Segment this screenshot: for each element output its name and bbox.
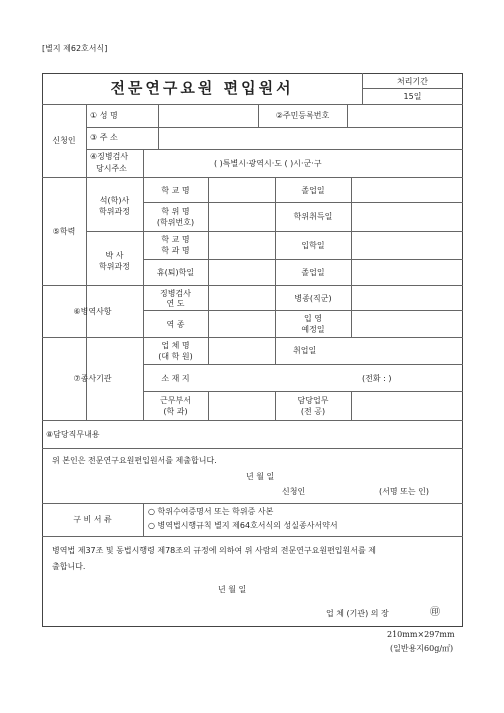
service-category-field[interactable] [209, 311, 274, 336]
degree-date-label: 학위취득일 [293, 212, 333, 221]
entry-date-label-2: 예정일 [301, 325, 325, 334]
resident-number-field[interactable] [348, 105, 462, 126]
military-section-label: ⑥병역사항 [73, 307, 112, 316]
location-field[interactable] [209, 365, 359, 390]
address-label: ③ 주 소 [90, 133, 118, 142]
documents-section-label: 구 비 서 류 [73, 515, 112, 524]
institution-head-label: 업 체 (기관) 의 장 [326, 609, 389, 618]
document-item-1: ○ 학위수여증명서 또는 학위증 사본 [148, 507, 274, 516]
graduation-date-field-2[interactable] [352, 260, 462, 284]
school-name-label-2: 학 교 명 [161, 235, 190, 244]
location-label: 소 재 지 [161, 374, 190, 383]
duty-field[interactable] [352, 392, 462, 419]
phone-field[interactable]: (전화 : ) [362, 374, 392, 383]
masters-course-label: 석(학)사 [99, 196, 130, 205]
degree-name-label: 학 위 명 [161, 207, 190, 216]
submission-date: 년 월 일 [218, 585, 247, 594]
name-label: ① 성 명 [90, 111, 118, 120]
degree-number-label: (학위번호) [156, 218, 195, 227]
law-text-2: 출합니다. [52, 562, 86, 571]
draft-address-label-2: 당시주소 [96, 164, 127, 173]
applicant-signer-label: 신청인 [282, 487, 306, 496]
employment-date-label: 취업일 [293, 346, 317, 355]
department-label: 근무부서 [160, 396, 191, 405]
department-label-2: (학 과) [163, 407, 188, 416]
declaration-text: 위 본인은 전문연구요원편입원서를 제출합니다. [52, 456, 217, 465]
name-field[interactable] [159, 105, 257, 126]
rule [143, 503, 144, 536]
leave-date-label: 휴(퇴)학일 [156, 268, 195, 277]
seal-icon: ㊞ [430, 607, 440, 618]
form-title: 전문연구요원 편입원서 [110, 79, 294, 97]
enroll-date-label: 입학일 [301, 241, 325, 250]
degree-date-field[interactable] [352, 203, 462, 230]
leave-date-field[interactable] [209, 260, 274, 284]
company-name-field[interactable] [209, 338, 274, 363]
paper-size-label: 210mm×297mm [387, 630, 455, 639]
duties-section-label: ⑧담당직무내용 [46, 430, 100, 439]
signature-field[interactable]: (서명 또는 인) [379, 487, 429, 496]
duties-field[interactable] [143, 421, 462, 447]
rule [42, 536, 463, 537]
graduation-date-field[interactable] [352, 178, 462, 201]
rule [42, 448, 463, 449]
company-name-label: 업 체 명 [161, 341, 190, 350]
branch-label: 병종(직군) [294, 294, 332, 303]
education-section-label: ⑤학력 [52, 227, 76, 236]
rule [42, 503, 463, 504]
department-name-label: 학 과 명 [161, 246, 190, 255]
graduate-school-label: (대 학 원) [158, 352, 193, 361]
paper-type-label: (일반용지60g/㎡) [390, 644, 454, 653]
processing-value: 15일 [403, 92, 422, 101]
declaration-date: 년 월 일 [246, 472, 275, 481]
rule [275, 337, 276, 364]
degree-name-field[interactable] [209, 203, 274, 230]
form-label: [별지 제62호서식] [42, 44, 108, 53]
branch-field[interactable] [352, 286, 462, 309]
graduation-date-label-2: 졸업일 [301, 268, 325, 277]
entry-date-label: 입 영 [304, 314, 322, 323]
duty-label: 담당업무 [297, 396, 329, 405]
applicant-section-label: 신청인 [52, 136, 76, 145]
draft-year-label: 징병검사 [160, 289, 191, 298]
address-field[interactable] [159, 128, 462, 148]
school-name-label: 학 교 명 [161, 186, 190, 195]
graduation-date-label: 졸업일 [301, 186, 325, 195]
major-label: (전 공) [300, 407, 326, 416]
draft-address-value[interactable]: ( )특별시·광역시·도 ( )시·군·구 [214, 159, 322, 168]
service-category-label: 역 종 [166, 320, 185, 329]
department-field[interactable] [209, 392, 274, 419]
entry-date-field[interactable] [352, 311, 462, 336]
draft-address-label: ④징병검사 [90, 152, 129, 161]
document-item-2: ○ 병역법시행규칙 별지 제64호서식의 성실종사서약서 [148, 521, 338, 530]
draft-year-label-2: 연 도 [166, 299, 185, 308]
draft-year-field[interactable] [209, 286, 274, 309]
school-name-field[interactable] [209, 178, 274, 201]
rule [362, 88, 463, 89]
phd-course-label-2: 학위과정 [99, 262, 130, 271]
law-text: 병역법 제37조 및 동법시행령 제78조의 규정에 의하여 위 사람의 전문연구요원편입원서를 제 [52, 546, 376, 555]
masters-course-label-2: 학위과정 [99, 207, 130, 216]
resident-number-label: ②주민등록번호 [275, 111, 330, 120]
employment-date-field[interactable] [352, 338, 462, 363]
employer-section-label: ⑦종사기관 [73, 374, 112, 383]
processing-label: 처리기간 [397, 77, 428, 86]
enroll-date-field[interactable] [352, 232, 462, 258]
phd-course-label: 박 사 [105, 251, 124, 260]
phd-school-field[interactable] [209, 232, 274, 258]
